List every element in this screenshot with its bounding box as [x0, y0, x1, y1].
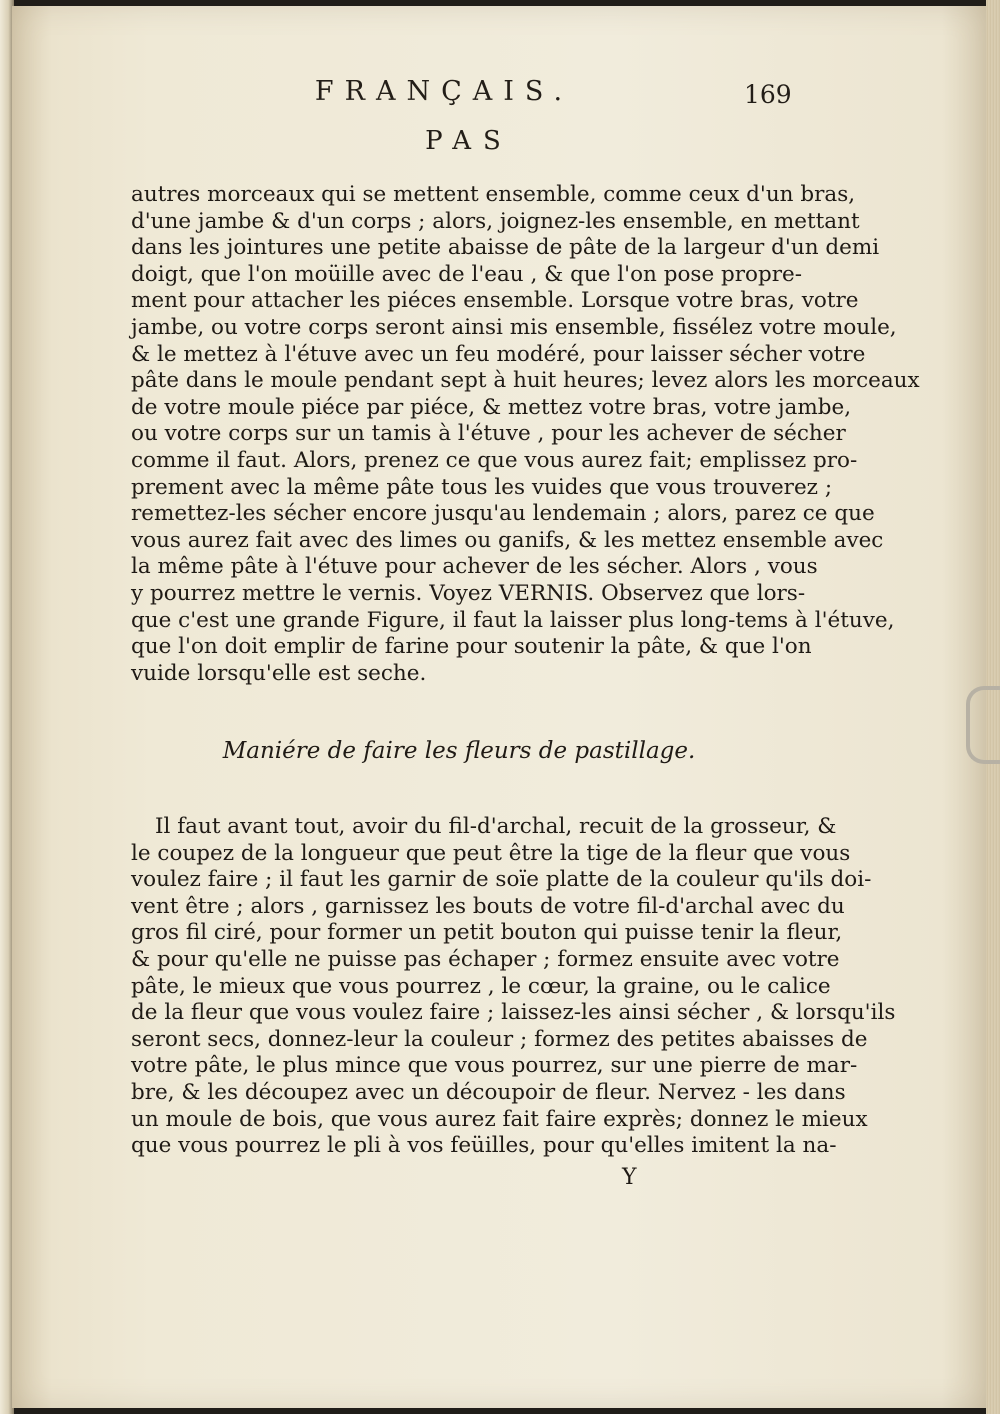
text-line: votre pâte, le plus mince que vous pourrez, sur une pierre de mar- [131, 1053, 858, 1079]
text-line: ou votre corps sur un tamis à l'étuve , pour les achever de sécher [131, 421, 846, 447]
text-line: dans les jointures une petite abaisse de pâte de la largeur d'un demi [131, 235, 880, 261]
subheading: Maniére de faire les fleurs de pastillage. [222, 738, 696, 764]
text-line: remettez-les sécher encore jusqu'au lendemain ; alors, parez ce que [131, 501, 875, 527]
text-line: doigt, que l'on moüille avec de l'eau , & que l'on pose propre- [131, 261, 803, 287]
text-line: vous aurez fait avec des limes ou ganifs, & les mettez ensemble avec [131, 527, 884, 553]
text-line: la même pâte à l'étuve pour achever de les sécher. Alors , vous [131, 554, 818, 580]
page-clip [966, 686, 1000, 764]
text-line: & le mettez à l'étuve avec un feu modéré, pour laisser sécher votre [131, 341, 866, 367]
page-number: 169 [744, 80, 792, 109]
paragraph-2 [131, 814, 896, 1160]
text-line: autres morceaux qui se mettent ensemble, comme ceux d'un bras, [131, 182, 856, 207]
text-line: Il faut avant tout, avoir du fil-d'archal, recuit de la grosseur, & [155, 814, 837, 839]
text-line: vent être ; alors , garnissez les bouts de votre fil-d'archal avec du [131, 893, 845, 919]
page-header [0, 76, 1000, 116]
text-line: pâte, le mieux que vous pourrez , le cœur, la graine, ou le calice [131, 973, 831, 999]
text-line: de votre moule piéce par piéce, & mettez votre bras, votre jambe, [131, 394, 852, 420]
text-line: vuide lorsqu'elle est seche. [131, 660, 427, 686]
running-title: FRANÇAIS. [314, 76, 574, 107]
text-line: prement avec la même pâte tous les vuides que vous trouverez ; [131, 474, 833, 500]
signature-mark: Y [622, 1165, 637, 1190]
text-line: un moule de bois, que vous aurez fait faire exprès; donnez le mieux [131, 1106, 868, 1132]
text-line: y pourrez mettre le vernis. Voyez VERNIS. Observez que lors- [131, 580, 806, 606]
text-line: que l'on doit emplir de farine pour soutenir la pâte, & que l'on [131, 634, 812, 660]
text-line: d'une jambe & d'un corps ; alors, joignez-les ensemble, en mettant [131, 208, 860, 234]
text-line: voulez faire ; il faut les garnir de soïe platte de la couleur qu'ils doi- [131, 867, 872, 893]
text-line: & pour qu'elle ne puisse pas échaper ; formez ensuite avec votre [131, 946, 840, 972]
text-line: pâte dans le moule pendant sept à huit heures; levez alors les morceaux [131, 368, 920, 394]
text-line: que vous pourrez le pli à vos feüilles, pour qu'elles imitent la na- [131, 1133, 837, 1159]
text-line: de la fleur que vous voulez faire ; laissez-les ainsi sécher , & lorsqu'ils [131, 1000, 896, 1026]
text-line: que c'est une grande Figure, il faut la laisser plus long-tems à l'étuve, [131, 607, 895, 633]
text-line: bre, & les découpez avec un découpoir de fleur. Nervez - les dans [131, 1079, 846, 1105]
text-line: comme il faut. Alors, prenez ce que vous aurez fait; emplissez pro- [131, 447, 858, 473]
text-line: jambe, ou votre corps seront ainsi mis ensemble, fissélez votre moule, [131, 314, 897, 340]
text-line: le coupez de la longueur que peut être la tige de la fleur que vous [131, 840, 851, 866]
text-line: ment pour attacher les piéces ensemble. Lorsque votre bras, votre [131, 288, 859, 314]
text-line: gros fil ciré, pour former un petit bouton qui puisse tenir la fleur, [131, 920, 843, 946]
paragraph-1 [131, 182, 920, 687]
text-line: seront secs, donnez-leur la couleur ; formez des petites abaisses de [131, 1026, 868, 1052]
section-heading: PAS [425, 126, 513, 156]
